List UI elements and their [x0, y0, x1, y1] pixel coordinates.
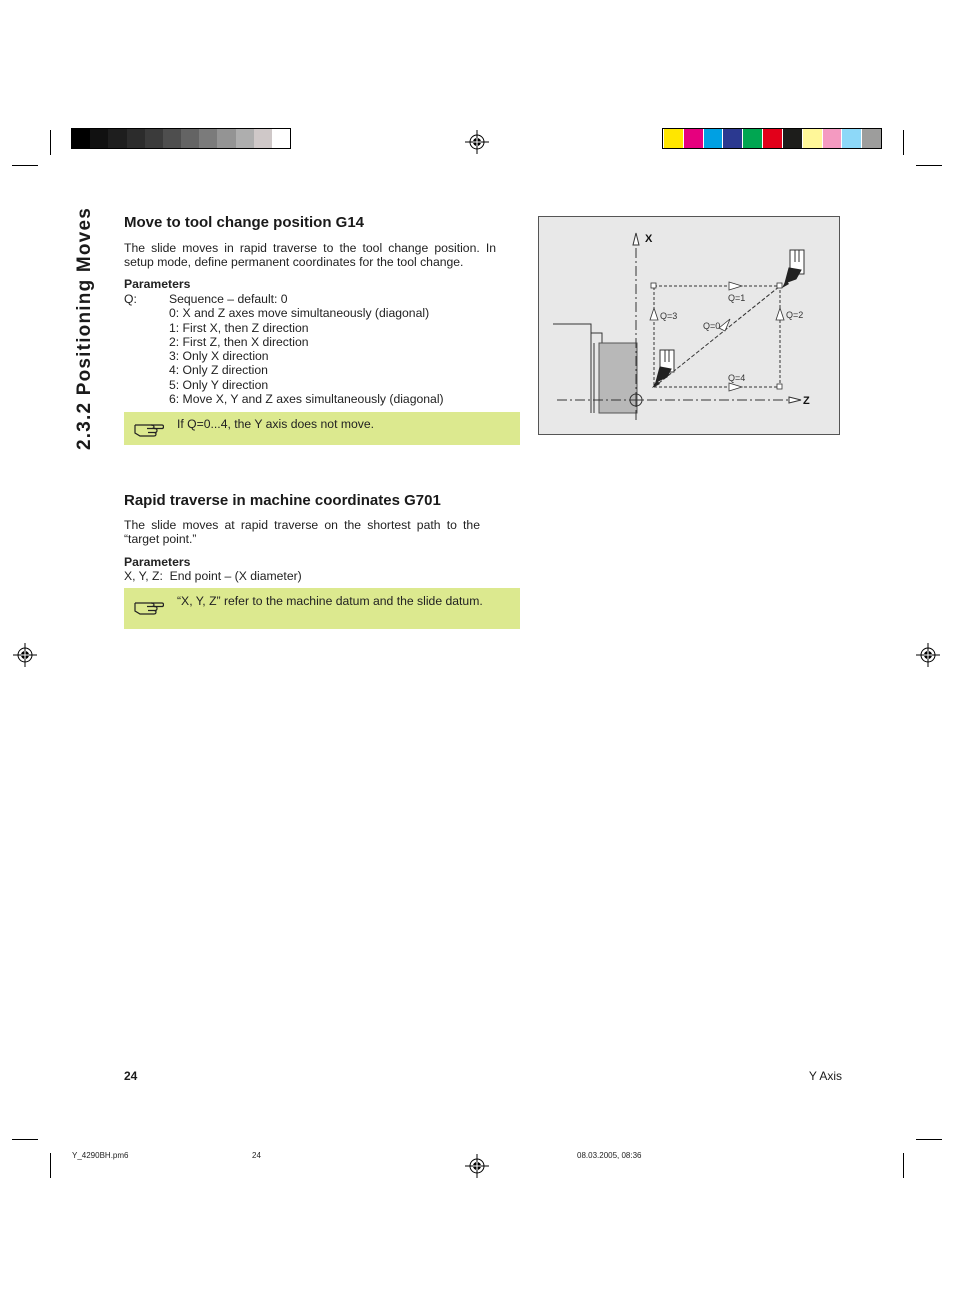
x-axis-label: X	[645, 233, 653, 245]
parameter-key: Q:	[124, 292, 137, 306]
q0-arrow-icon	[719, 319, 730, 331]
color-swatch	[703, 129, 723, 148]
q0-label: Q=0	[703, 321, 721, 331]
gray-calibration-bar	[71, 128, 291, 149]
crop-mark	[12, 165, 38, 166]
diagram-svg	[539, 217, 839, 434]
crop-mark	[12, 1139, 38, 1140]
gray-swatch	[127, 129, 145, 148]
gray-swatch	[163, 129, 181, 148]
parameter-line: 4: Only Z direction	[169, 363, 268, 378]
parameters-label: Parameters	[124, 555, 191, 569]
q2-arrow-icon	[776, 308, 784, 320]
color-swatch	[841, 129, 861, 148]
parameter-line: 6: Move X, Y and Z axes simultaneously (diagonal)	[169, 392, 444, 407]
gray-swatch	[181, 129, 199, 148]
parameter-line: X, Y, Z: End point – (X diameter)	[124, 569, 302, 583]
color-swatch	[742, 129, 762, 148]
gray-swatch	[217, 129, 235, 148]
gray-swatch	[90, 129, 108, 148]
z-axis-arrow-icon	[789, 397, 801, 403]
slug-file: Y_4290BH.pm6	[72, 1151, 129, 1160]
color-swatch	[782, 129, 802, 148]
q1-label: Q=1	[728, 293, 746, 303]
registration-mark-icon	[13, 643, 37, 667]
color-swatch	[683, 129, 703, 148]
z-axis-label: Z	[803, 395, 810, 407]
parameters-label: Parameters	[124, 277, 191, 291]
gray-swatch	[199, 129, 217, 148]
pointing-hand-icon	[134, 418, 164, 438]
parameter-line: Sequence – default: 0	[169, 292, 288, 306]
color-swatch	[722, 129, 742, 148]
corner-point	[777, 283, 782, 288]
note-text: “X, Y, Z” refer to the machine datum and the slide datum.	[177, 594, 483, 608]
chapter-name: Y Axis	[808, 1069, 842, 1083]
gray-swatch	[72, 129, 90, 148]
parameter-line: 3: Only X direction	[169, 349, 269, 364]
color-swatch	[762, 129, 782, 148]
parameter-description-lines	[169, 292, 444, 406]
crop-mark	[916, 165, 942, 166]
note-text: If Q=0...4, the Y axis does not move.	[177, 417, 375, 431]
page-number: 24	[124, 1069, 138, 1083]
section-heading-g14: Move to tool change position G14	[124, 214, 365, 231]
gray-swatch	[236, 129, 254, 148]
note-box	[124, 412, 520, 445]
color-swatch	[663, 129, 683, 148]
q4-arrow-icon	[729, 383, 742, 391]
crop-mark	[50, 130, 51, 155]
crop-mark	[50, 1153, 51, 1178]
gray-swatch	[108, 129, 126, 148]
chuck-outline	[553, 324, 602, 343]
color-swatch	[802, 129, 822, 148]
parameter-line: 2: First Z, then X direction	[169, 334, 309, 349]
parameter-line: 5: Only Y direction	[169, 377, 269, 392]
color-swatch	[822, 129, 842, 148]
parameter-line: 1: First X, then Z direction	[169, 320, 309, 335]
corner-point	[651, 283, 656, 288]
registration-mark-icon	[465, 130, 489, 154]
parameter-line: 0: X and Z axes move simultaneously (diagonal)	[169, 306, 430, 321]
note-box	[124, 588, 520, 629]
q4-label: Q=4	[728, 373, 746, 383]
slug-page: 24	[252, 1151, 261, 1160]
chapter-side-title: 2.3.2 Positioning Moves	[74, 207, 95, 450]
gray-swatch	[254, 129, 272, 148]
corner-point	[777, 384, 782, 389]
section-intro-g14: The slide moves in rapid traverse to the tool change position. In setup mode, define permanent coordinates for the tool change.	[124, 241, 496, 270]
registration-mark-icon	[916, 643, 940, 667]
crop-mark	[903, 130, 904, 155]
tool-change-diagram	[538, 216, 840, 435]
section-intro-g701: The slide moves at rapid traverse on the shortest path to the “target point.”	[124, 518, 480, 547]
registration-mark-icon	[465, 1154, 489, 1178]
q3-label: Q=3	[660, 311, 678, 321]
workpiece	[599, 343, 637, 413]
gray-swatch	[145, 129, 163, 148]
color-swatch	[861, 129, 881, 148]
pointing-hand-icon	[134, 596, 164, 616]
color-calibration-bar	[662, 128, 882, 149]
q3-arrow-icon	[650, 308, 658, 320]
x-axis-arrow-icon	[633, 233, 639, 245]
gray-swatch	[272, 129, 290, 148]
q2-label: Q=2	[786, 310, 804, 320]
crop-mark	[903, 1153, 904, 1178]
tool-change-position-icon	[782, 250, 804, 288]
tool-start-icon	[652, 350, 674, 388]
section-heading-g701: Rapid traverse in machine coordinates G701	[124, 492, 441, 509]
q1-arrow-icon	[729, 282, 742, 290]
slug-datetime: 08.03.2005, 08:36	[577, 1151, 642, 1160]
parameter-list	[124, 292, 520, 406]
crop-mark	[916, 1139, 942, 1140]
